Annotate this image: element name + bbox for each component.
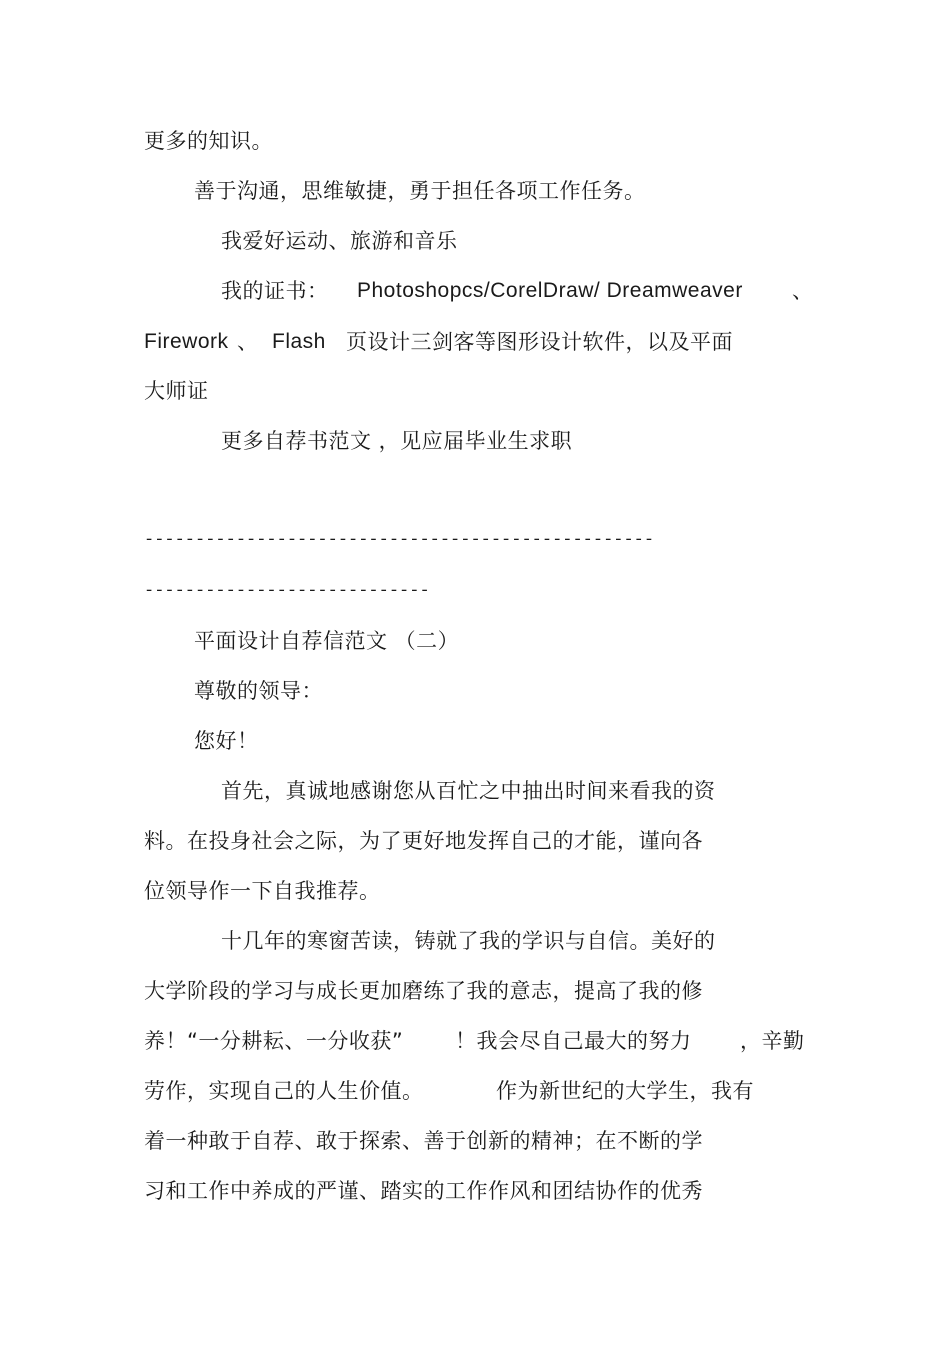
divider-line: ---------------------------- — [144, 582, 430, 601]
text-line: 习和工作中养成的严谨、踏实的工作作风和团结协作的优秀 — [144, 1179, 703, 1203]
cert-software-list: Photoshopcs/CorelDraw/ Dreamweaver — [357, 279, 743, 302]
salutation: 尊敬的领导： — [194, 679, 323, 703]
text-line: 大师证 — [144, 379, 209, 403]
text-line: 十几年的寒窗苦读，铸就了我的学识与自信。美好的 — [221, 929, 716, 953]
divider-line: -------------------------------------------------- — [144, 531, 655, 550]
text-line: 料。在投身社会之际，为了更好地发挥自己的才能，谨向各 — [144, 829, 703, 853]
text-line: 大学阶段的学习与成长更加磨练了我的意志，提高了我的修 — [144, 979, 703, 1003]
greeting: 您好！ — [194, 729, 259, 753]
text-line: ！我会尽自己最大的努力 — [455, 1029, 692, 1053]
text-line: 作为新世纪的大学生，我有 — [496, 1079, 754, 1103]
section-title: 平面设计自荐信范文 （二） — [194, 629, 460, 653]
text-line: 首先，真诚地感谢您从百忙之中抽出时间来看我的资 — [221, 779, 716, 803]
text-line: 善于沟通，思维敏捷，勇于担任各项工作任务。 — [194, 179, 646, 203]
separator: 、 — [792, 279, 814, 303]
text-line: 更多的知识。 — [144, 129, 273, 153]
cert-label: 我的证书： — [221, 279, 329, 303]
cert-software: Flash — [272, 330, 326, 353]
text-line: 着一种敢于自荐、敢于探索、善于创新的精神；在不断的学 — [144, 1129, 703, 1153]
text-line: 更多自荐书范文 ，见应届毕业生求职 — [221, 429, 573, 453]
text-line: 我爱好运动、旅游和音乐 — [221, 229, 458, 253]
text-line: 页设计三剑客等图形设计软件，以及平面 — [346, 330, 733, 354]
cert-software: Firework — [144, 330, 229, 353]
text-line: ，辛勤 — [740, 1029, 805, 1053]
text-line: 位领导作一下自我推荐。 — [144, 879, 381, 903]
separator: 、 — [237, 330, 259, 354]
text-line: 劳作，实现自己的人生价值。 — [144, 1079, 424, 1103]
text-line: 养！“一分耕耘、一分收获” — [144, 1029, 404, 1053]
